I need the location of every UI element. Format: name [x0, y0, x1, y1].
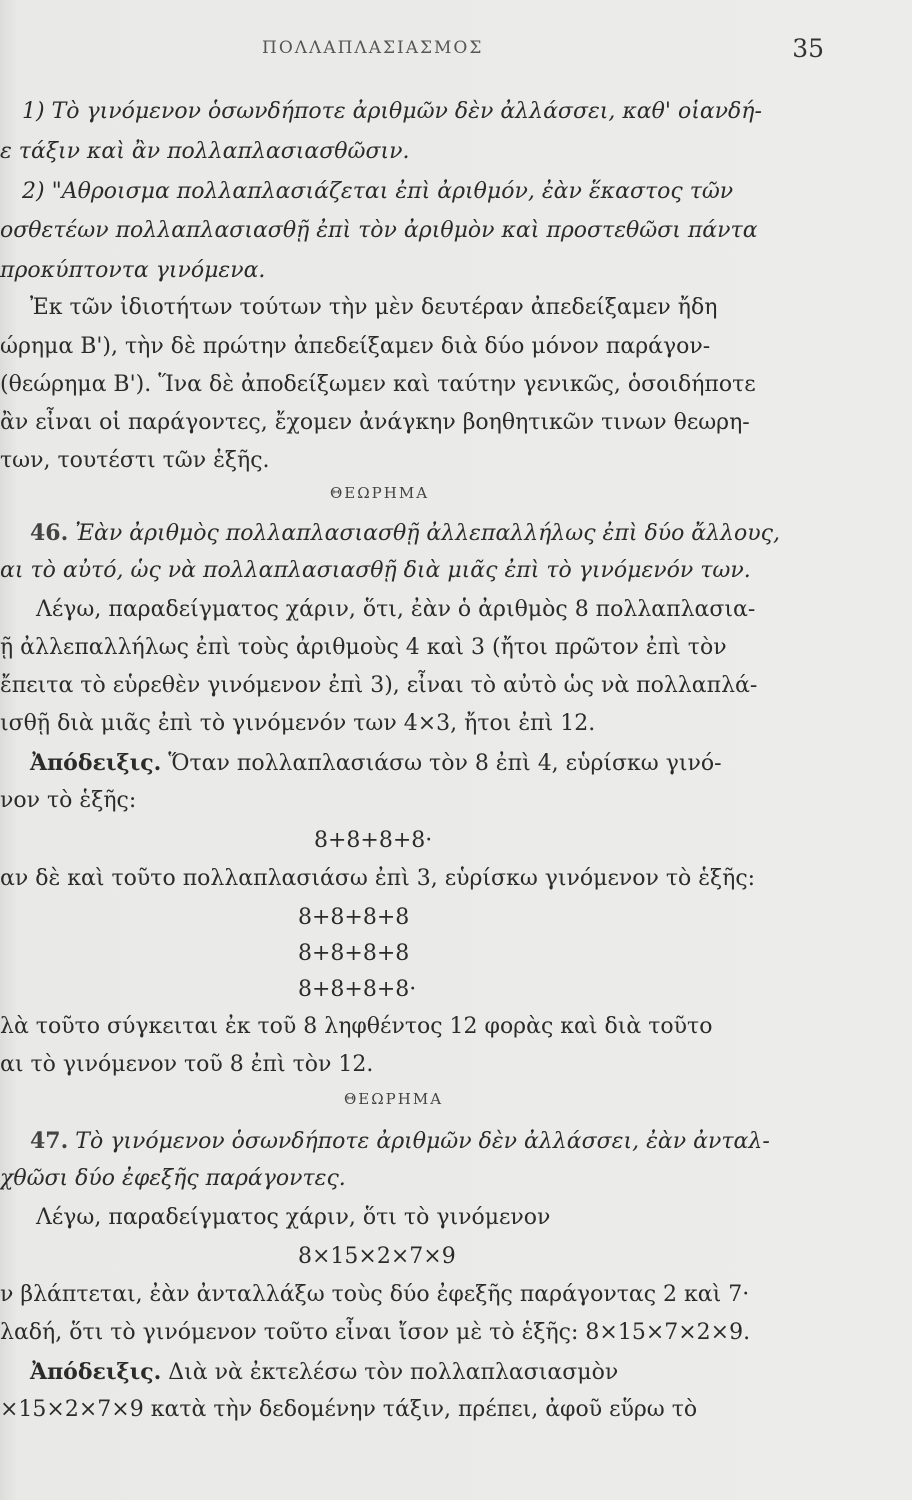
theorem-47-statement-line-2: χθῶσι δύο ἐφεξῆς παράγοντες. [0, 1166, 346, 1191]
theorem-47-proof-text-1: Διὰ νὰ ἐκτελέσω τὸν πολλαπλασιασμὸν [161, 1360, 619, 1385]
theorem-46-formula-row-3: 8+8+8+8· [298, 977, 417, 1002]
theorem-46-conclusion-line-1: λὰ τοῦτο σύγκειται ἐκ τοῦ 8 ληφθέντος 12 φορὰς καὶ διὰ τοῦτο [0, 1014, 713, 1039]
theorem-46-example-line-3: ἔπειτα τὸ εὑρεθὲν γινόμενον ἐπὶ 3), εἶναι τὸ αὐτὸ ὡς νὰ πολλαπλά- [0, 673, 758, 698]
theorem-46-proof-label: Ἀπόδειξις. [30, 750, 162, 776]
theorem-46-proof-line-1 [30, 752, 722, 775]
theorem-46-statement-line-2: αι τὸ αὐτό, ὡς νὰ πολλαπλασιασθῇ διὰ μιᾶς ἐπὶ τὸ γινόμενόν των. [0, 558, 751, 583]
running-title: ΠΟΛΛΑΠΛΑΣΙΑΣΜΟΣ [262, 38, 484, 58]
theorem-46-example-line-2: ῇ ἀλλεπαλλήλως ἐπὶ τοὺς ἀριθμοὺς 4 καὶ 3 (ἤτοι πρῶτον ἐπὶ τὸν [0, 635, 727, 660]
theorem-47-proof-label: Ἀπόδειξις. [30, 1359, 162, 1385]
theorem-47-after-line-2: λαδή, ὅτι τὸ γινόμενον τοῦτο εἶναι ἴσον μὲ τὸ ἑξῆς: 8×15×7×2×9. [0, 1320, 751, 1345]
theorem-46-proof-text-1: Ὅταν πολλαπλασιάσω τὸν 8 ἐπὶ 4, εὑρίσκω γινό- [161, 751, 722, 776]
intro-paragraph-line-5: των, τουτέστι τῶν ἑξῆς. [0, 448, 270, 473]
theorem-46-formula-row-2: 8+8+8+8 [298, 941, 410, 966]
theorem-46-proof-line-2: νον τὸ ἑξῆς: [0, 788, 137, 813]
page-number: 35 [792, 34, 824, 63]
intro-paragraph-line-1: Ἐκ τῶν ἰδιοτήτων τούτων τὴν μὲν δευτέραν ἀπεδείξαμεν ἤδη [30, 295, 718, 320]
property-2-line-1: 2) "Αθροισμα πολλαπλασιάζεται ἐπὶ ἀριθμόν, ἐὰν ἕκαστος τῶν [22, 179, 734, 204]
theorem-47-proof-line-1 [30, 1361, 618, 1384]
theorem-47-statement-text-1: Τὸ γινόμενον ὁσωνδήποτε ἀριθμῶν δὲν ἀλλάσσει, ἐὰν ἀνταλ- [75, 1129, 770, 1154]
theorem-47-number: 47. [30, 1128, 69, 1154]
theorem-46-example-line-4: ισθῇ διὰ μιᾶς ἐπὶ τὸ γινόμενόν των 4×3, ἤτοι ἐπὶ 12. [0, 711, 596, 736]
theorem-46-proof-line-3: αν δὲ καὶ τοῦτο πολλαπλασιάσω ἐπὶ 3, εὑρίσκω γινόμενον τὸ ἑξῆς: [0, 866, 756, 891]
theorem-46-formula-row-1: 8+8+8+8 [298, 905, 410, 930]
theorem-47-heading: ΘΕΩΡΗΜΑ [344, 1090, 444, 1108]
property-2-line-2: οσθετέων πολλαπλασιασθῇ ἐπὶ τὸν ἀριθμὸν καὶ προστεθῶσι πάντα [0, 218, 758, 243]
theorem-46-formula-1: 8+8+8+8· [314, 828, 433, 853]
theorem-46-conclusion-line-2: αι τὸ γινόμενον τοῦ 8 ἐπὶ τὸν 12. [0, 1052, 374, 1077]
property-1-line-2: ε τάξιν καὶ ἂν πολλαπλασιασθῶσιν. [0, 139, 410, 164]
intro-paragraph-line-3: (θεώρημα Β'). Ἵνα δὲ ἀποδείξωμεν καὶ ταύτην γενικῶς, ὁσοιδήποτε [0, 372, 756, 397]
theorem-46-statement-text-1: Ἐὰν ἀριθμὸς πολλαπλασιασθῇ ἀλλεπαλλήλως ἐπὶ δύο ἄλλους, [75, 521, 780, 546]
property-2-line-3: προκύπτοντα γινόμενα. [0, 258, 266, 283]
theorem-46-example-line-1: Λέγω, παραδείγματος χάριν, ὅτι, ἐὰν ὁ ἀριθμὸς 8 πολλαπλασια- [36, 597, 756, 622]
intro-paragraph-line-4: ἂν εἶναι οἱ παράγοντες, ἔχομεν ἀνάγκην βοηθητικῶν τινων θεωρη- [0, 410, 750, 435]
theorem-46-heading: ΘΕΩΡΗΜΑ [330, 484, 430, 502]
theorem-46-statement-line-1 [30, 522, 780, 545]
intro-paragraph-line-2: ώρημα Β'), τὴν δὲ πρώτην ἀπεδείξαμεν διὰ δύο μόνον παράγον- [0, 334, 711, 359]
theorem-47-example-line: Λέγω, παραδείγματος χάριν, ὅτι τὸ γινόμενον [36, 1205, 551, 1230]
property-1-line-1: 1) Τὸ γινόμενον ὁσωνδήποτε ἀριθμῶν δὲν ἀλλάσσει, καθ' οἱανδή- [22, 99, 762, 124]
theorem-46-number: 46. [30, 520, 69, 546]
theorem-47-after-line-1: ν βλάπτεται, ἐὰν ἀνταλλάξω τοὺς δύο ἐφεξῆς παράγοντας 2 καὶ 7· [0, 1282, 750, 1307]
theorem-47-formula: 8×15×2×7×9 [298, 1244, 456, 1269]
theorem-47-proof-line-2: ×15×2×7×9 κατὰ τὴν δεδομένην τάξιν, πρέπει, ἀφοῦ εὕρω τὸ [0, 1397, 698, 1422]
theorem-47-statement-line-1 [30, 1130, 770, 1153]
